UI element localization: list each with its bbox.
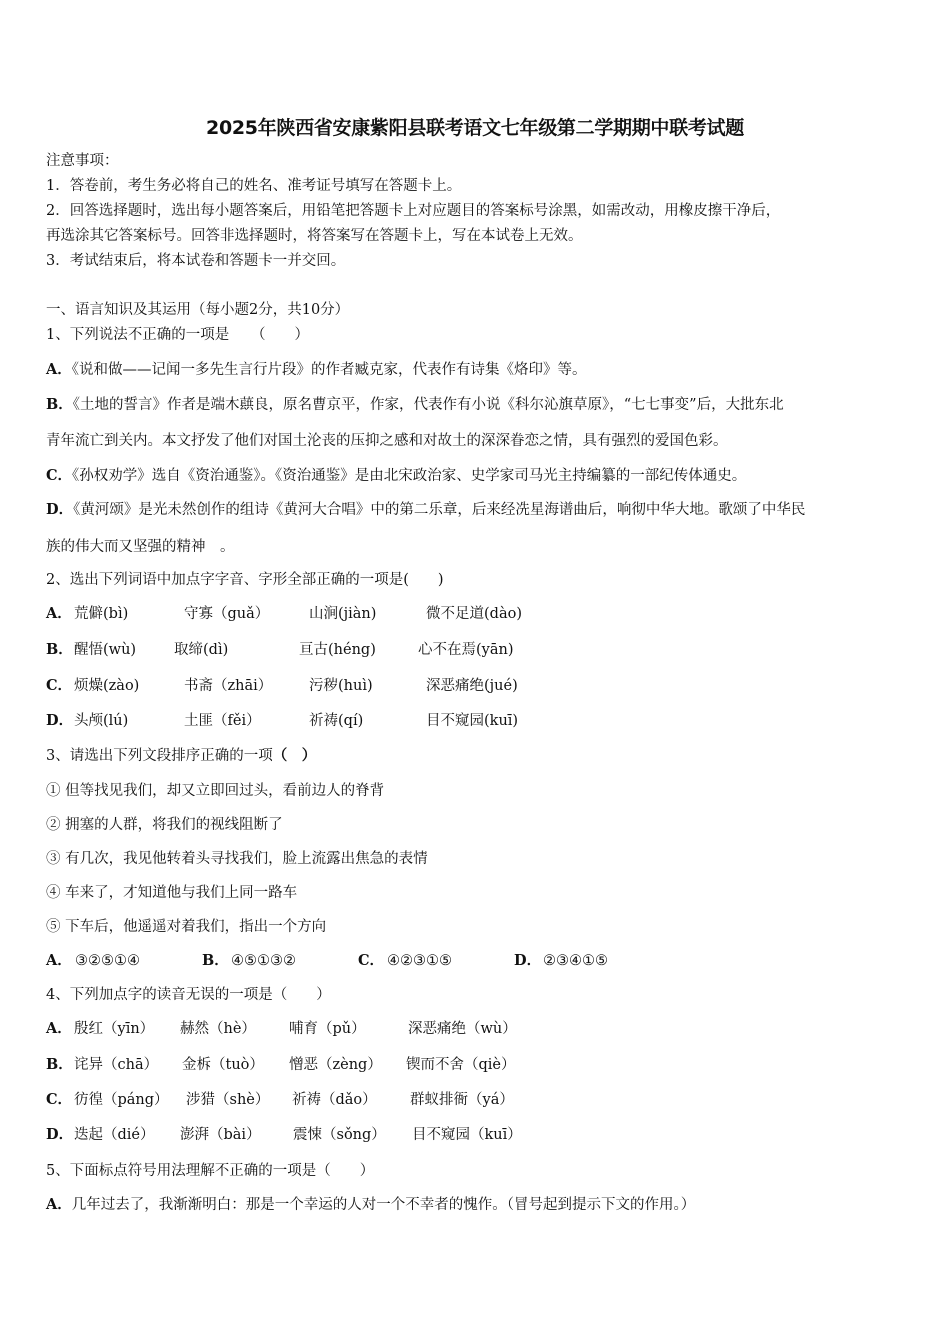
question-1-option-d-cont: 族的伟大而又坚强的精神 。 <box>46 539 235 555</box>
question-1-option-b-cont: 青年流亡到关内。本文抒发了他们对国土沦丧的压抑之感和对故土的深深眷恋之情，具有强烈的爱国色彩。 <box>46 433 728 449</box>
question-1-option-a: A．《说和做——记闻一多先生言行片段》的作者臧克家，代表作有诗集《烙印》等。 <box>46 361 587 378</box>
notice-heading: 注意事项： <box>46 153 119 169</box>
q3-option-value: ③②⑤①④ <box>75 953 140 969</box>
q3-option-value: ④⑤①③② <box>231 953 296 969</box>
q4-word: 迭起（dié） <box>74 1127 155 1143</box>
question-5-stem: 5、下面标点符号用法理解不正确的一项是（ ） <box>46 1163 375 1179</box>
q4-row-label: D． <box>46 1126 74 1143</box>
q4-word: 金柝（tuò） <box>182 1057 264 1073</box>
q4-word: 赫然（hè） <box>180 1021 256 1037</box>
question-1-option-b: B．《土地的誓言》作者是端木蕻良，原名曹京平，作家，代表作有小说《科尔沁旗草原》，“七七事变”后，大批东北 <box>46 396 784 413</box>
notice-item: 3．考试结束后，将本试卷和答题卡一并交回。 <box>46 253 346 269</box>
question-3-stem <box>46 746 316 766</box>
q3-sentence: ① 但等找见我们，却又立即回过头，看前边人的脊背 <box>46 783 385 799</box>
q3-sentence: ③ 有几次，我见他转着头寻找我们，脸上流露出焦急的表情 <box>46 851 428 867</box>
answer-paren: （ ） <box>272 747 317 764</box>
question-2-stem: 2、选出下列词语中加点字字音、字形全部正确的一项是( ) <box>46 572 444 588</box>
q2-word: 微不足道(dào) <box>426 606 522 622</box>
q4-word: 深恶痛绝（wù） <box>408 1021 517 1037</box>
option-text: 《孙权劝学》选自《资治通鉴》。《资治通鉴》是由北宋政治家、史学家司马光主持编纂的一部纪传体通史。 <box>72 468 747 484</box>
q2-word: 荒僻(bì) <box>74 606 129 622</box>
q2-word: 书斋（zhāi） <box>184 678 273 694</box>
q3-option-label: B． <box>202 952 229 969</box>
q4-word: 诧异（chā） <box>74 1057 159 1073</box>
q4-word: 哺育（pǔ） <box>289 1021 366 1037</box>
q4-word: 涉猎（shè） <box>186 1092 270 1108</box>
notice-item: 2．回答选择题时，选出每小题答案后，用铅笔把答题卡上对应题目的答案标号涂黑，如需改动，用橡皮擦干净后， <box>46 203 781 219</box>
notice-item: 1．答卷前，考生务必将自己的姓名、准考证号填写在答题卡上。 <box>46 178 462 194</box>
q2-word: 取缔(dì) <box>174 642 229 658</box>
q2-word: 守寡（guǎ） <box>184 606 270 622</box>
q4-word: 群蚁排衙（yá） <box>410 1092 514 1108</box>
option-text: 几年过去了，我渐渐明白：那是一个幸运的人对一个不幸者的愧作。（冒号起到提示下文的作用。） <box>71 1197 696 1213</box>
q2-row-label: C． <box>46 677 73 694</box>
q4-word: 目不窥园（kuī） <box>412 1127 522 1143</box>
q2-word: 头颅(lú) <box>74 713 129 729</box>
q2-word: 亘古(héng) <box>299 642 376 658</box>
q2-word: 烦燥(zào) <box>74 678 140 694</box>
q3-sentence: ② 拥塞的人群，将我们的视线阻断了 <box>46 817 283 833</box>
question-1-stem: 1、下列说法不正确的一项是 （ ） <box>46 327 309 343</box>
q4-row-label: C． <box>46 1091 73 1108</box>
question-1-option-c: C．《孙权劝学》选自《资治通鉴》。《资治通鉴》是由北宋政治家、史学家司马光主持编纂的一部纪传体通史。 <box>46 467 747 484</box>
question-4-stem: 4、下列加点字的读音无误的一项是（ ） <box>46 987 331 1003</box>
q3-option-value: ④②③①⑤ <box>387 953 452 969</box>
q4-word: 憎恶（zèng） <box>289 1057 382 1073</box>
option-text: 《土地的誓言》作者是端木蕻良，原名曹京平，作家，代表作有小说《科尔沁旗草原》，“七七事变”后，大批东北 <box>72 397 784 413</box>
q2-word: 醒悟(wù) <box>74 642 137 658</box>
q4-word: 震悚（sǒng） <box>293 1127 386 1143</box>
q2-row-label: A． <box>46 605 72 622</box>
q3-sentence: ⑤ 下车后，他遥遥对着我们，指出一个方向 <box>46 919 327 935</box>
q3-sentence: ④ 车来了，才知道他与我们上同一路车 <box>46 885 298 901</box>
q4-word: 彷徨（páng） <box>74 1092 169 1108</box>
option-label: A． <box>46 1196 72 1213</box>
q2-word: 祈祷(qí) <box>309 713 364 729</box>
page-title: 2025年陕西省安康紫阳县联考语文七年级第二学期期中联考试题 <box>206 117 744 139</box>
q2-row-label: D． <box>46 712 74 729</box>
q2-word: 目不窥园(kuī) <box>426 713 519 729</box>
option-text: 《黄河颂》是光未然创作的组诗《黄河大合唱》中的第二乐章，后来经冼星海谱曲后，响彻中华大地。歌颂了中华民 <box>73 502 806 518</box>
option-text: 《说和做——记闻一多先生言行片段》的作者臧克家，代表作有诗集《烙印》等。 <box>71 362 587 378</box>
notice-item: 再选涂其它答案标号。回答非选择题时，将答案写在答题卡上，写在本试卷上无效。 <box>46 228 583 244</box>
q2-word: 土匪（fěi） <box>184 713 261 729</box>
q4-word: 澎湃（bài） <box>180 1127 261 1143</box>
q2-word: 心不在焉(yān) <box>418 642 514 658</box>
q3-option-label: D． <box>514 952 542 969</box>
q4-row-label: B． <box>46 1056 73 1073</box>
q2-word: 山涧(jiàn) <box>309 606 377 622</box>
q2-word: 深恶痛绝(jué) <box>426 678 518 694</box>
q3-option-label: C． <box>358 952 385 969</box>
q3-option-label: A． <box>46 952 72 969</box>
q4-word: 殷红（yīn） <box>74 1021 155 1037</box>
section-heading: 一、语言知识及其运用（每小题2分，共10分） <box>46 302 350 318</box>
stem-text: 3、请选出下列文段排序正确的一项 <box>46 748 273 764</box>
question-1-option-d: D．《黄河颂》是光未然创作的组诗《黄河大合唱》中的第二乐章，后来经冼星海谱曲后，响彻中华大地。歌颂了中华民 <box>46 501 806 518</box>
q3-option-value: ②③④①⑤ <box>543 953 608 969</box>
q4-row-label: A． <box>46 1020 72 1037</box>
question-5-option-a <box>46 1195 695 1215</box>
q2-row-label: B． <box>46 641 73 658</box>
q4-word: 祈祷（dǎo） <box>292 1092 377 1108</box>
q4-word: 锲而不舍（qiè） <box>406 1057 516 1073</box>
q2-word: 污秽(huì) <box>309 678 373 694</box>
